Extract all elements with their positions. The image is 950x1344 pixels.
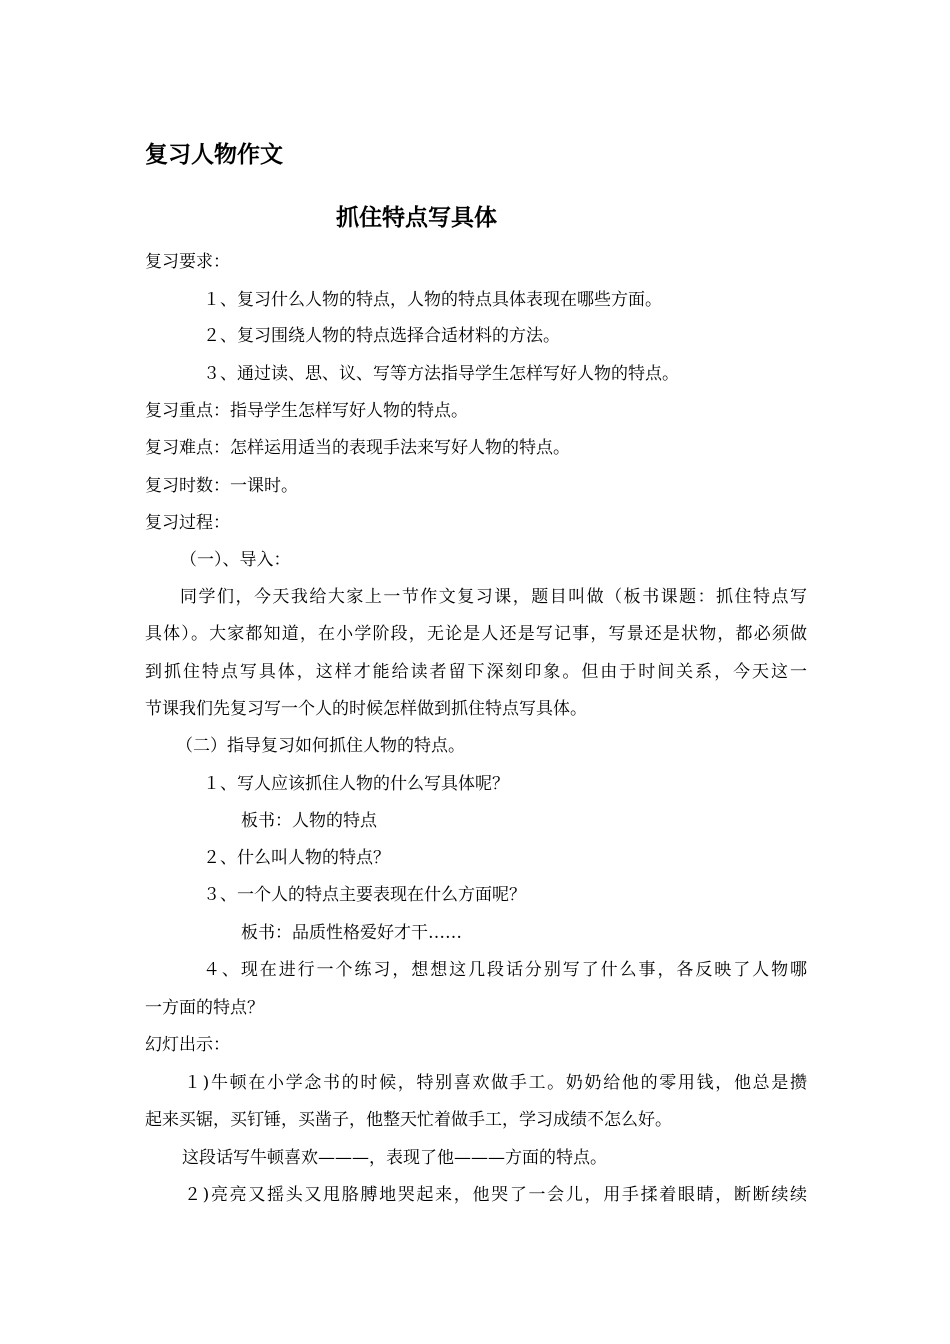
paragraph-line: 具体）。大家都知道，在小学阶段，无论是人还是写记事，写景还是状物，都必须做 <box>145 624 807 644</box>
exercise-line: ２)亮亮又摇头又甩胳膊地哭起来，他哭了一会儿，用手揉着眼睛，断断续续 <box>184 1185 807 1205</box>
slide-heading: 幻灯出示： <box>145 1035 230 1055</box>
requirement-item: １、复习什么人物的特点，人物的特点具体表现在哪些方面。 <box>203 290 662 310</box>
difficulty: 复习难点：怎样运用适当的表现手法来写好人物的特点。 <box>145 438 570 458</box>
board-note: 板书：品质性格爱好才干…… <box>241 923 462 943</box>
document-subtitle: 抓住特点写具体 <box>336 205 497 231</box>
question-item: ２、什么叫人物的特点？ <box>203 848 390 868</box>
exercise-line: １)牛顿在小学念书的时候，特别喜欢做手工。奶奶给他的零用钱，他总是攒 <box>184 1073 807 1093</box>
requirement-item: ３、通过读、思、议、写等方法指导学生怎样写好人物的特点。 <box>203 364 679 384</box>
question-item: 一方面的特点？ <box>145 998 264 1018</box>
requirements-heading: 复习要求： <box>145 252 230 272</box>
key-point: 复习重点：指导学生怎样写好人物的特点。 <box>145 401 468 421</box>
exercise-line: 起来买锯，买钉锤，买凿子，他整天忙着做手工，学习成绩不怎么好。 <box>145 1110 672 1130</box>
section-heading: （一）、导入： <box>180 550 291 570</box>
paragraph-line: 节课我们先复习写一个人的时候怎样做到抓住特点写具体。 <box>145 699 587 719</box>
paragraph-line: 同学们，今天我给大家上一节作文复习课，题目叫做（板书课题：抓住特点写 <box>180 587 807 607</box>
question-item: ４、现在进行一个练习，想想这几段话分别写了什么事，各反映了人物哪 <box>203 960 807 980</box>
exercise-fill-in: 这段话写牛顿喜欢———，表现了他———方面的特点。 <box>182 1148 607 1168</box>
board-note: 板书：人物的特点 <box>241 811 377 831</box>
question-item: １、写人应该抓住人物的什么写具体呢？ <box>203 774 509 794</box>
section-heading: （二）指导复习如何抓住人物的特点。 <box>176 736 465 756</box>
question-item: ３、一个人的特点主要表现在什么方面呢？ <box>203 885 526 905</box>
paragraph-line: 到抓住特点写具体，这样才能给读者留下深刻印象。但由于时间关系，今天这一 <box>145 662 807 682</box>
document-title: 复习人物作文 <box>145 142 283 168</box>
lesson-hours: 复习时数：一课时。 <box>145 476 298 496</box>
process-heading: 复习过程： <box>145 513 230 533</box>
requirement-item: ２、复习围绕人物的特点选择合适材料的方法。 <box>203 326 560 346</box>
